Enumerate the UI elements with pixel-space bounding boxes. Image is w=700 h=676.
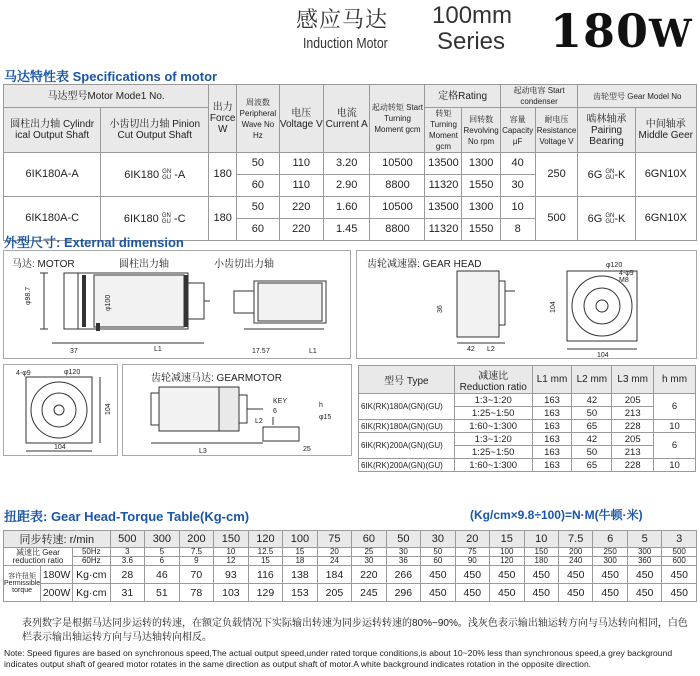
tq-ratio50: 150 <box>524 548 558 557</box>
tq-hz60: 60Hz <box>72 557 110 566</box>
tq-ratio60: 240 <box>558 557 592 566</box>
dt-ratio: 1:3~1:20 <box>454 394 532 407</box>
pinion-shaft-label: 小齿切出力轴 <box>214 259 274 270</box>
spec-volt: 110 <box>279 175 323 197</box>
tq-ratio50: 20 <box>317 548 351 557</box>
th-cap: 容量 Capacity μF <box>500 108 535 153</box>
dt-ratio: 1:60~1:300 <box>454 459 532 472</box>
th-cyl: 圆柱出力轴 Cylindr ical Output Shaft <box>4 108 101 153</box>
tq-ratio50: 15 <box>283 548 318 557</box>
dt-type: 6IK(RK)200A(GN)(GU) <box>359 459 455 472</box>
dt-l1: 163 <box>532 459 572 472</box>
dt-ratio: 1:3~1:20 <box>454 433 532 446</box>
dim-text: φ15 <box>319 414 332 421</box>
dim-text: 42 <box>467 346 475 353</box>
tq-value: 450 <box>421 584 455 602</box>
gearmotor-label: 齿轮减速马达: GEARMOTOR <box>151 373 282 384</box>
tq-value: 450 <box>455 584 489 602</box>
dim-text: 4-φ9 <box>16 370 31 377</box>
dim-text: φ98.7 <box>25 286 32 305</box>
tq-speed: 75 <box>317 531 351 548</box>
dim-text: 17.5 <box>252 348 266 355</box>
tq-value: 93 <box>214 566 249 584</box>
tq-value: 450 <box>490 584 524 602</box>
tq-ratio60: 3.6 <box>110 557 145 566</box>
gear-c: GU <box>605 218 615 225</box>
tq-value: 184 <box>317 566 351 584</box>
th-resist: 耐电压 Resistance Voltage V <box>535 108 578 153</box>
tq-unit: Kg·cm <box>72 566 110 584</box>
gear-c: GU <box>605 174 615 181</box>
tq-ratio60: 180 <box>524 557 558 566</box>
tq-ratio50: 50 <box>421 548 455 557</box>
flange-panel <box>3 364 118 456</box>
motor-panel <box>3 250 351 359</box>
dt-l3: 228 <box>612 420 654 433</box>
dim-text: 6 <box>273 408 277 415</box>
tq-value: 31 <box>110 584 145 602</box>
torque-section-title: 扭距表: Gear Head-Torque Table(Kg-cm) <box>4 509 250 524</box>
tq-ratio60: 15 <box>248 557 283 566</box>
tq-value: 51 <box>145 584 180 602</box>
spec-cap: 40 <box>500 153 535 175</box>
dt-head: 减速比 Reduction ratio <box>454 366 532 394</box>
tq-value: 450 <box>455 566 489 584</box>
tq-unit: Kg·cm <box>72 584 110 602</box>
dim-text: L2 <box>487 346 495 353</box>
tq-value: 450 <box>558 584 592 602</box>
spec-curr: 1.60 <box>323 197 370 219</box>
tq-value: 153 <box>283 584 318 602</box>
tq-power: 180W <box>41 566 73 584</box>
th-curr: 电流 Current A <box>323 85 370 153</box>
gear-a: 6G <box>587 212 603 225</box>
tq-ratio50: 7.5 <box>179 548 214 557</box>
pin-c: GU <box>161 218 171 225</box>
pin-c: GU <box>162 174 172 181</box>
tq-speed: 10 <box>524 531 558 548</box>
flange-drawing <box>4 365 117 455</box>
dt-type: 6IK(RK)180A(GN)(GU) <box>359 420 455 433</box>
dt-ratio: 1:25~1:50 <box>454 407 532 420</box>
cyl-shaft-label: 圆柱出力轴 <box>119 259 169 270</box>
th-freq: 周波数 Peripheral Wave No Hz <box>237 85 279 153</box>
dt-type: 6IK(RK)200A(GN)(GU) <box>359 433 455 459</box>
tq-speed: 50 <box>386 531 420 548</box>
torque-table <box>3 530 697 602</box>
spec-section-title: 马达特性表 Specifications of motor <box>4 69 218 84</box>
power-num: 180 <box>550 4 650 58</box>
dt-h: 10 <box>654 420 696 433</box>
tq-ratio50: 300 <box>627 548 661 557</box>
dt-l2: 42 <box>572 394 612 407</box>
spec-cap: 8 <box>500 219 535 241</box>
tq-side-label: 容许扭矩 Permissible torque <box>4 566 41 602</box>
dim-text: 104 <box>597 352 609 358</box>
torque-formula: (Kg/cm×9.8÷100)=N·M(牛顿·米) <box>470 508 643 522</box>
dt-head: L1 mm <box>532 366 572 394</box>
spec-start: 8800 <box>370 175 425 197</box>
tq-speed: 15 <box>490 531 524 548</box>
spec-rev: 1550 <box>462 175 500 197</box>
tq-value: 450 <box>421 566 455 584</box>
dim-text: 36 <box>437 305 444 313</box>
dt-l2: 65 <box>572 459 612 472</box>
tq-speed: 3 <box>662 531 697 548</box>
tq-value: 266 <box>386 566 420 584</box>
series-bottom: Series <box>437 28 506 55</box>
dim-text: M8 <box>619 277 629 284</box>
dim-text: h <box>319 402 323 409</box>
dim-text: L3 <box>199 448 207 455</box>
th-startcond: 起动电容 Start condenser <box>500 85 578 108</box>
spec-freq: 60 <box>237 175 279 197</box>
key-label: KEY <box>273 398 288 405</box>
dt-l1: 163 <box>532 407 572 420</box>
spec-middle: 6GN10X <box>635 153 696 197</box>
spec-cap: 30 <box>500 175 535 197</box>
spec-start: 10500 <box>370 153 425 175</box>
motor-label: 马达: MOTOR <box>12 259 75 270</box>
tq-value: 450 <box>662 584 697 602</box>
tq-ratio60: 600 <box>662 557 697 566</box>
dt-head: h mm <box>654 366 696 394</box>
tq-hz50: 50Hz <box>72 548 110 557</box>
pin-a: 6IK180 <box>123 212 159 225</box>
th-pairing: 啮林轴承 Pairing Bearing <box>578 108 635 153</box>
tq-value: 450 <box>558 566 592 584</box>
power-unit: W <box>649 11 693 56</box>
tq-ratio60: 24 <box>317 557 351 566</box>
tq-ratio50: 100 <box>490 548 524 557</box>
dt-ratio: 1:60~1:300 <box>454 420 532 433</box>
tq-ratio50: 75 <box>455 548 489 557</box>
spec-cap: 10 <box>500 197 535 219</box>
dim-text: 25 <box>303 446 311 453</box>
tq-speed-label: 同步转速: r/min <box>4 531 111 548</box>
spec-curr: 2.90 <box>323 175 370 197</box>
spec-force: 180 <box>209 153 237 197</box>
dim-text: 104 <box>105 403 112 415</box>
th-middle: 中间轴承 Middle Geer <box>635 108 696 153</box>
spec-start: 10500 <box>370 197 425 219</box>
tq-value: 28 <box>110 566 145 584</box>
tq-ratio50: 10 <box>214 548 249 557</box>
tq-ratio-label: 减速比 Gear reduction ratio <box>4 548 73 566</box>
tq-value: 296 <box>386 584 420 602</box>
spec-freq: 50 <box>237 153 279 175</box>
tq-value: 450 <box>524 584 558 602</box>
pin-a: 6IK180 <box>124 168 160 181</box>
dt-l1: 163 <box>532 394 572 407</box>
gearmotor-drawing <box>123 365 351 455</box>
tq-power: 200W <box>41 584 73 602</box>
title-en: Induction Motor <box>303 35 388 52</box>
gear-a: 6G <box>587 168 603 181</box>
spec-torque: 13500 <box>425 153 462 175</box>
spec-start: 8800 <box>370 219 425 241</box>
tq-speed: 500 <box>110 531 145 548</box>
tq-ratio60: 90 <box>455 557 489 566</box>
tq-speed: 20 <box>455 531 489 548</box>
spec-freq: 60 <box>237 219 279 241</box>
spec-pinion <box>101 153 209 197</box>
tq-ratio50: 5 <box>145 548 180 557</box>
dt-ratio: 1:25~1:50 <box>454 446 532 459</box>
tq-value: 220 <box>352 566 386 584</box>
tq-value: 129 <box>248 584 283 602</box>
tq-ratio60: 300 <box>593 557 627 566</box>
dt-h: 6 <box>654 394 696 420</box>
tq-ratio60: 9 <box>179 557 214 566</box>
dt-type: 6IK(RK)180A(GN)(GU) <box>359 394 455 420</box>
dim-text: L2 <box>255 418 263 425</box>
note-cn: 表列数字是根据马达同步运转的转速，在额定负载情况下实际输出转速为同步运转转速的80%~90%。浅灰色表示输出轴运转方向与马达转向相同，白色栏表示输出轴运转方向与马达轴转向相反。 <box>22 618 688 643</box>
tq-ratio50: 30 <box>386 548 420 557</box>
th-volt: 电压 Voltage V <box>279 85 323 153</box>
dim-text: φ120 <box>606 262 623 269</box>
spec-force: 180 <box>209 197 237 241</box>
tq-ratio60: 6 <box>145 557 180 566</box>
tq-ratio60: 30 <box>352 557 386 566</box>
dt-l3: 228 <box>612 459 654 472</box>
dt-h: 6 <box>654 433 696 459</box>
motor-drawing <box>4 251 350 358</box>
tq-speed: 7.5 <box>558 531 592 548</box>
gear-d: -K <box>614 212 626 225</box>
tq-value: 138 <box>283 566 318 584</box>
spec-rev: 1550 <box>462 219 500 241</box>
spec-resist: 500 <box>535 197 578 241</box>
spec-curr: 3.20 <box>323 153 370 175</box>
spec-volt: 220 <box>279 219 323 241</box>
tq-speed: 300 <box>145 531 180 548</box>
th-model: 马达型号Motor Mode1 No. <box>4 85 209 108</box>
tq-speed: 60 <box>352 531 386 548</box>
pin-b: GN <box>162 168 172 175</box>
dt-l3: 213 <box>612 446 654 459</box>
dt-head: L2 mm <box>572 366 612 394</box>
spec-rev: 1300 <box>462 153 500 175</box>
spec-rev: 1300 <box>462 197 500 219</box>
dim-text: φ120 <box>64 369 81 376</box>
dim-text: 104 <box>54 444 66 451</box>
tq-ratio50: 200 <box>558 548 592 557</box>
dt-head: L3 mm <box>612 366 654 394</box>
dim-text: L1 <box>309 348 317 355</box>
spec-torque: 11320 <box>425 175 462 197</box>
dt-l3: 205 <box>612 433 654 446</box>
th-force: 出力 Force W <box>209 85 237 153</box>
tq-value: 450 <box>490 566 524 584</box>
tq-ratio50: 250 <box>593 548 627 557</box>
dt-l2: 50 <box>572 407 612 420</box>
dim-text: L1 <box>154 346 162 353</box>
th-pinion: 小齿切出力轴 Pinion Cut Output Shaft <box>101 108 209 153</box>
tq-ratio50: 3 <box>110 548 145 557</box>
pin-d: -A <box>174 168 186 181</box>
title-cn: 感应马达 <box>296 7 389 32</box>
gearhead-panel <box>356 250 697 359</box>
tq-value: 245 <box>352 584 386 602</box>
tq-speed: 150 <box>214 531 249 548</box>
dim-text: 7 <box>266 348 270 355</box>
dt-head: 型号 Type <box>359 366 455 394</box>
tq-ratio60: 12 <box>214 557 249 566</box>
dt-l2: 65 <box>572 420 612 433</box>
th-torque: 转矩 Turning Moment gcm <box>425 108 462 153</box>
tq-ratio60: 360 <box>627 557 661 566</box>
spec-torque: 11320 <box>425 219 462 241</box>
dimension-section-title: 外型尺寸: External dimension <box>4 235 184 250</box>
spec-freq: 50 <box>237 197 279 219</box>
dt-l1: 163 <box>532 433 572 446</box>
gear-d: -K <box>614 168 626 181</box>
th-gearmodel: 齿轮型号 Gear Model No <box>578 85 697 108</box>
dt-l1: 163 <box>532 446 572 459</box>
tq-value: 70 <box>179 566 214 584</box>
dt-h: 10 <box>654 459 696 472</box>
spec-resist: 250 <box>535 153 578 197</box>
dim-text: φ100 <box>105 294 112 311</box>
spec-cyl: 6IK180A-C <box>4 197 101 241</box>
dim-text: 37 <box>70 348 78 355</box>
tq-ratio60: 60 <box>421 557 455 566</box>
tq-ratio60: 36 <box>386 557 420 566</box>
tq-value: 450 <box>593 566 627 584</box>
tq-speed: 6 <box>593 531 627 548</box>
tq-speed: 100 <box>283 531 318 548</box>
spec-curr: 1.45 <box>323 219 370 241</box>
spec-pairing <box>578 153 635 197</box>
dim-text: 104 <box>550 301 557 313</box>
tq-value: 450 <box>524 566 558 584</box>
spec-volt: 220 <box>279 197 323 219</box>
dim-text: 4-φ9 <box>619 270 634 277</box>
tq-value: 78 <box>179 584 214 602</box>
dt-l1: 163 <box>532 420 572 433</box>
note-en: Note: Speed figures are based on synchronous speed,The actual output speed,under rated torque conditions,is about 10~20% less than synchronous speed,a grey background indicates output shaft of geared motor rotates in the same direction as output shaft of motor.A white background indicates rotation in the opposite direction. <box>4 648 673 669</box>
gearhead-label: 齿轮减速器: GEAR HEAD <box>367 259 482 270</box>
tq-value: 46 <box>145 566 180 584</box>
pin-d: -C <box>173 212 186 225</box>
tq-ratio50: 500 <box>662 548 697 557</box>
tq-value: 103 <box>214 584 249 602</box>
tq-speed: 120 <box>248 531 283 548</box>
tq-value: 450 <box>593 584 627 602</box>
dt-l3: 205 <box>612 394 654 407</box>
th-rev: 回转数 Revolving No rpm <box>462 108 500 153</box>
spec-table <box>3 84 697 241</box>
dimension-table <box>358 365 696 472</box>
tq-ratio50: 12.5 <box>248 548 283 557</box>
tq-ratio60: 120 <box>490 557 524 566</box>
tq-value: 205 <box>317 584 351 602</box>
tq-value: 450 <box>662 566 697 584</box>
header <box>0 0 700 58</box>
tq-value: 450 <box>627 566 661 584</box>
series-top: 100mm <box>432 2 513 29</box>
spec-volt: 110 <box>279 153 323 175</box>
tq-ratio50: 25 <box>352 548 386 557</box>
th-start: 起动转矩 Start Turning Moment gcm <box>370 85 425 153</box>
pin-b: GN <box>161 212 171 219</box>
spec-pairing <box>578 197 635 241</box>
tq-value: 116 <box>248 566 283 584</box>
dt-l3: 213 <box>612 407 654 420</box>
tq-speed: 30 <box>421 531 455 548</box>
th-rating: 定格Rating <box>425 85 500 108</box>
dt-l2: 50 <box>572 446 612 459</box>
tq-speed: 5 <box>627 531 661 548</box>
dt-l2: 42 <box>572 433 612 446</box>
tq-value: 450 <box>627 584 661 602</box>
tq-ratio60: 18 <box>283 557 318 566</box>
gear-b: GN <box>605 168 615 175</box>
tq-speed: 200 <box>179 531 214 548</box>
gearmotor-panel <box>122 364 352 456</box>
spec-torque: 13500 <box>425 197 462 219</box>
spec-cyl: 6IK180A-A <box>4 153 101 197</box>
gear-b: GN <box>605 212 615 219</box>
gearhead-drawing <box>357 251 696 358</box>
spec-middle: 6GN10X <box>635 197 696 241</box>
power-rating <box>550 4 693 58</box>
